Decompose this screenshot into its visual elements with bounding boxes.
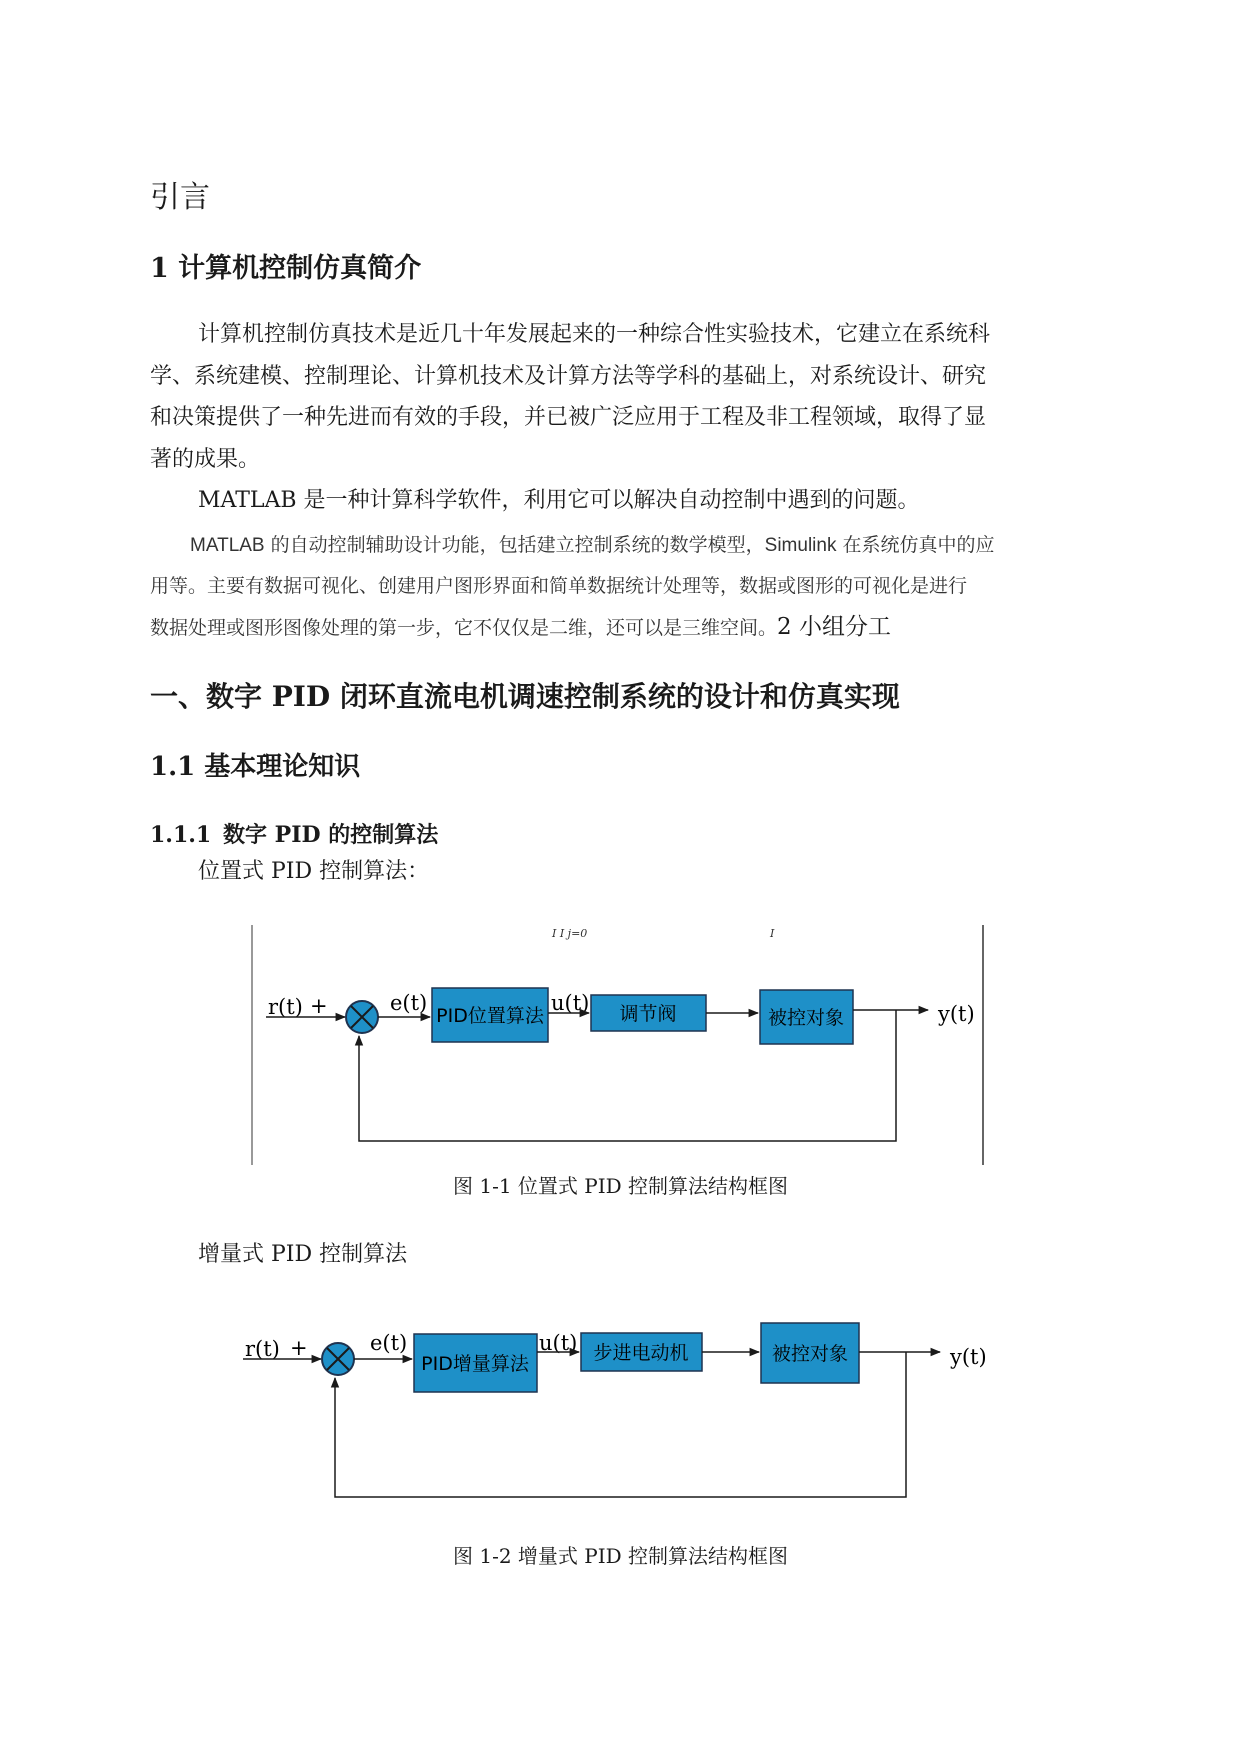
fig2-control-label: u(t) [539, 1331, 578, 1355]
p3-line-1-text: 的自动控制辅助设计功能，包括建立控制系统的数学模型， [264, 534, 765, 556]
fig1-actuator-label: 调节阀 [619, 1003, 677, 1025]
intro-paragraph-2 [150, 480, 1090, 522]
p1-line-1: 计算机控制仿真技术是近几十年发展起来的一种综合性实验技术，它建立在系统科 [198, 322, 991, 347]
p3-line-1-text-end: 在系统仿真中的应 [836, 534, 995, 556]
fig1-stray-text-2: I [770, 927, 775, 940]
fig1-plus-sign: + [310, 994, 328, 1018]
position-pid-label: 位置式 PID 控制算法： [198, 859, 430, 884]
fig1-input-label: r(t) [268, 995, 303, 1019]
fig1-plant-label: 被控对象 [767, 1007, 845, 1029]
group-division-heading: 2 小组分工 [777, 614, 891, 640]
section-1-1-1-heading [150, 818, 438, 849]
p3-line-2: 用等。主要有数据可视化、创建用户图形界面和简单数据统计处理等，数据或图形的可视化是进行 [150, 575, 968, 597]
fig1-controller-label: PID位置算法 [436, 1005, 544, 1027]
chapter-heading: 一、数字 PID 闭环直流电机调速控制系统的设计和仿真实现 [150, 680, 900, 713]
intro-paragraph-1 [150, 314, 1090, 480]
fig1-stray-text-1: I I j=0 [552, 927, 588, 940]
fig1-error-label: e(t) [390, 991, 428, 1015]
p3-line-1 [150, 525, 1090, 566]
p1-line-3: 和决策提供了一种先进而有效的手段，并已被广泛应用于工程及非工程领域，取得了显 [150, 405, 987, 430]
p3-matlab-term: MATLAB [190, 535, 265, 556]
fig2-summing-junction [322, 1343, 354, 1375]
fig1-control-label: u(t) [551, 991, 590, 1015]
p3-simulink-term: Simulink [764, 535, 837, 556]
incremental-pid-label: 增量式 PID 控制算法 [198, 1242, 408, 1267]
fig2-input-label: r(t) [245, 1337, 280, 1361]
fig2-plant-label: 被控对象 [771, 1343, 849, 1365]
intro-paragraph-3 [150, 525, 1090, 649]
fig1-summing-junction [346, 1001, 378, 1033]
section-1-1-1-title: 数字 PID 的控制算法 [223, 822, 439, 848]
fig2-actuator-label: 步进电动机 [593, 1342, 689, 1364]
intro-heading: 引言 [150, 180, 210, 215]
fig2-error-label: e(t) [370, 1331, 408, 1355]
fig1-output-label: y(t) [938, 1002, 975, 1026]
section-1-heading: 1 计算机控制仿真简介 [150, 253, 422, 284]
figure-2-block-diagram [0, 1305, 1241, 1520]
figure-1-block-diagram [0, 920, 1241, 1170]
figure-2-caption: 图 1-2 增量式 PID 控制算法结构框图 [452, 1544, 789, 1568]
p2-line: MATLAB 是一种计算科学软件，利用它可以解决自动控制中遇到的问题。 [198, 488, 920, 513]
fig2-output-label: y(t) [950, 1345, 987, 1369]
fig2-plus-sign: + [290, 1336, 308, 1360]
p3-line-3 [150, 607, 1090, 649]
figure-1-caption: 图 1-1 位置式 PID 控制算法结构框图 [452, 1174, 789, 1198]
fig2-controller-label: PID增量算法 [421, 1353, 529, 1375]
section-1-1-heading: 1.1 基本理论知识 [150, 752, 361, 782]
p3-line-3-text: 数据处理或图形图像处理的第一步，它不仅仅是二维，还可以是三维空间。 [150, 617, 778, 639]
p1-line-2: 学、系统建模、控制理论、计算机技术及计算方法等学科的基础上，对系统设计、研究 [150, 363, 987, 389]
section-1-1-1-number: 1.1.1 [150, 822, 212, 848]
p1-line-4: 著的成果。 [150, 446, 261, 472]
